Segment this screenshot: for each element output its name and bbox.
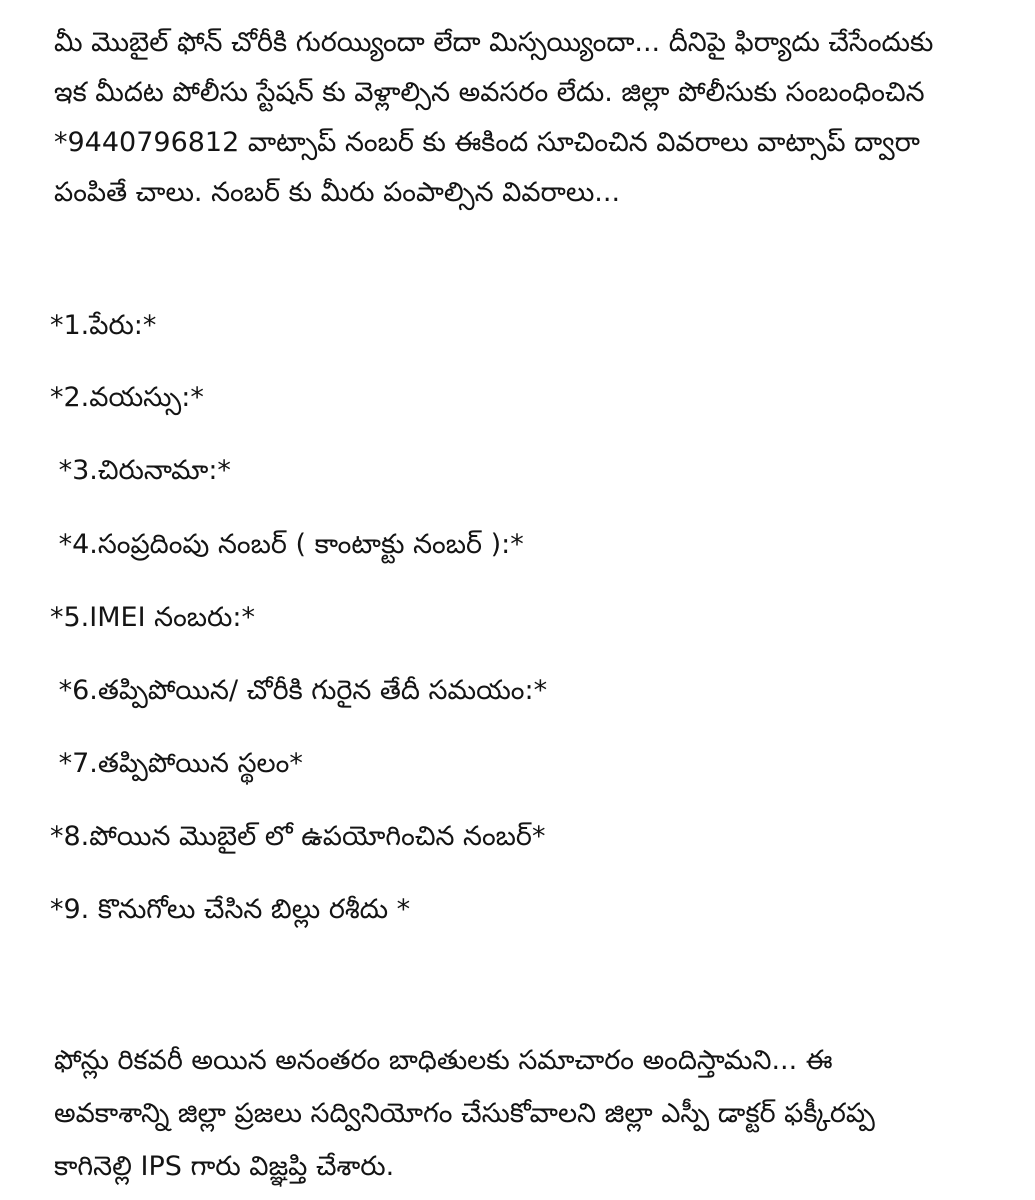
- closing-line: అవకాశాన్ని జిల్లా ప్రజలు సద్వినియోగం చేసుకోవాలని జిల్లా ఎస్పీ డాక్టర్ ఫక్కీరప్ప: [54, 1098, 875, 1129]
- detail-item-lost-place: *7.తప్పిపోయిన స్థలం*: [50, 748, 303, 779]
- intro-line: *9440796812 వాట్సాప్ నంబర్ కు ఈకింద సూచించిన వివరాలు వాట్సాప్ ద్వారా: [54, 127, 920, 158]
- closing-line: ఫోన్లు రికవరీ అయిన అనంతరం బాధితులకు సమాచారం అందిస్తామని... ఈ: [54, 1045, 833, 1076]
- detail-item-purchase-bill: *9. కొనుగోలు చేసిన బిల్లు రశీదు *: [50, 894, 411, 925]
- closing-line: కాగినెల్లి IPS గారు విజ్ఞప్తి చేశారు.: [54, 1151, 395, 1182]
- detail-item-used-number: *8.పోయిన మొబైల్ లో ఉపయోగించిన నంబర్*: [50, 821, 546, 852]
- closing-paragraph: [54, 1034, 1014, 1193]
- detail-item-age: *2.వయస్సు:*: [50, 382, 204, 413]
- intro-line: పంపితే చాలు. నంబర్ కు మీరు పంపాల్సిన వివరాలు...: [54, 177, 621, 208]
- detail-item-imei: *5.IMEI నంబరు:*: [50, 602, 255, 633]
- detail-item-lost-date-time: *6.తప్పిపోయిన/ చోరీకి గురైన తేదీ సమయం:*: [50, 675, 548, 706]
- detail-item-address: *3.చిరునామా:*: [50, 455, 231, 486]
- detail-item-contact-number: *4.సంప్రదింపు నంబర్ ( కాంటాక్టు నంబర్ ):*: [50, 529, 524, 560]
- detail-item-name: *1.పేరు:*: [50, 310, 157, 341]
- intro-line: ఇక మీదట పోలీసు స్టేషన్ కు వెళ్లాల్సిన అవసరం లేదు. జిల్లా పోలీసుకు సంబంధించిన: [54, 77, 925, 108]
- intro-paragraph: [54, 18, 1014, 218]
- intro-line: మీ మొబైల్ ఫోన్ చోరీకి గురయ్యిందా లేదా మిస్సయ్యిందా... దీనిపై ఫిర్యాదు చేసేందుకు: [54, 27, 934, 58]
